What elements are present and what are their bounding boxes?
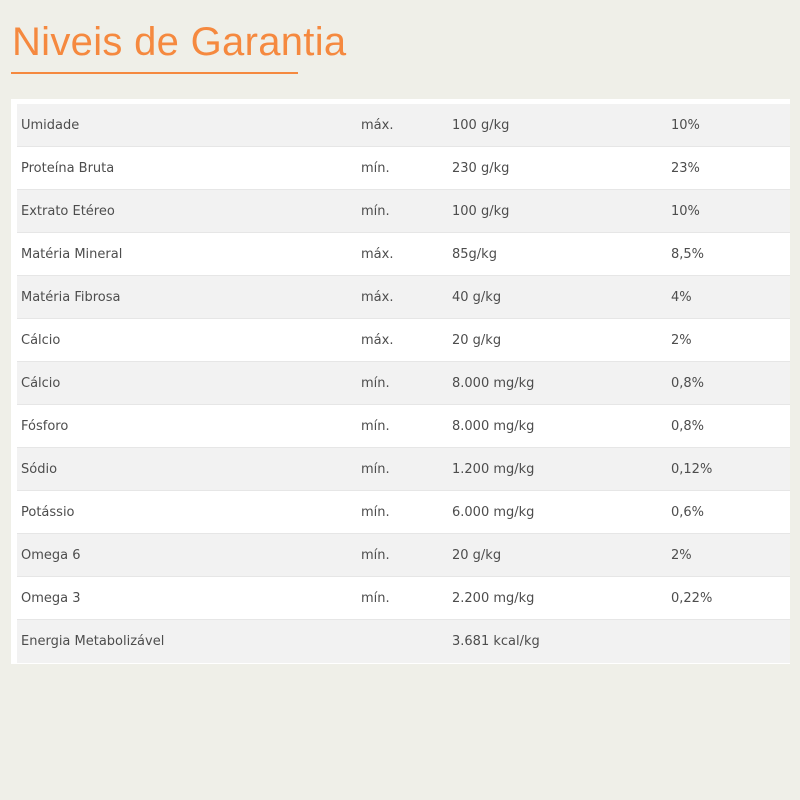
title-underline — [11, 72, 298, 74]
nutrient-amount: 100 g/kg — [452, 203, 510, 219]
table-row — [17, 405, 790, 448]
nutrient-name: Cálcio — [21, 375, 61, 391]
table-row — [17, 620, 790, 663]
nutrient-amount: 8.000 mg/kg — [452, 375, 535, 391]
nutrient-amount: 1.200 mg/kg — [452, 461, 535, 477]
nutrient-amount: 2.200 mg/kg — [452, 590, 535, 606]
nutrient-name: Potássio — [21, 504, 75, 520]
nutrient-name: Cálcio — [21, 332, 61, 348]
nutrient-amount: 20 g/kg — [452, 332, 502, 348]
nutrient-name: Fósforo — [21, 418, 69, 434]
nutrient-qualifier: mín. — [361, 590, 390, 606]
nutrient-percent: 0,8% — [671, 375, 705, 391]
nutrient-percent: 0,22% — [671, 590, 713, 606]
table-row — [17, 276, 790, 319]
nutrient-percent: 2% — [671, 332, 692, 348]
nutrient-qualifier: mín. — [361, 418, 390, 434]
nutrient-qualifier: mín. — [361, 547, 390, 563]
nutrient-percent: 10% — [671, 203, 700, 219]
nutrient-amount: 230 g/kg — [452, 160, 510, 176]
table-row — [17, 448, 790, 491]
nutrient-name: Umidade — [21, 117, 80, 133]
nutrient-qualifier: máx. — [361, 289, 394, 305]
nutrient-qualifier: máx. — [361, 246, 394, 262]
table-row — [17, 491, 790, 534]
table-row — [17, 233, 790, 276]
table-row — [17, 190, 790, 233]
nutrient-qualifier: mín. — [361, 203, 390, 219]
guarantee-levels-table — [11, 99, 790, 664]
nutrient-percent: 23% — [671, 160, 700, 176]
nutrient-amount: 85g/kg — [452, 246, 497, 262]
nutrient-percent: 0,12% — [671, 461, 713, 477]
nutrient-name: Ômega 6 — [21, 547, 81, 563]
page-title: Niveis de Garantia — [12, 20, 347, 64]
nutrient-name: Ômega 3 — [21, 590, 81, 606]
nutrient-qualifier: máx. — [361, 117, 394, 133]
nutrient-amount: 20 g/kg — [452, 547, 502, 563]
table-row — [17, 362, 790, 405]
nutrient-percent: 2% — [671, 547, 692, 563]
table-row — [17, 534, 790, 577]
nutrient-name: Extrato Etéreo — [21, 203, 115, 219]
nutrient-qualifier: mín. — [361, 461, 390, 477]
nutrient-qualifier: mín. — [361, 160, 390, 176]
nutrient-percent: 4% — [671, 289, 692, 305]
table-row — [17, 104, 790, 147]
table-row — [17, 577, 790, 620]
nutrient-amount: 40 g/kg — [452, 289, 502, 305]
table-row — [17, 319, 790, 362]
nutrient-percent: 10% — [671, 117, 700, 133]
nutrient-name: Sódio — [21, 461, 58, 477]
nutrient-percent: 8,5% — [671, 246, 705, 262]
nutrient-percent: 0,8% — [671, 418, 705, 434]
nutrient-amount: 3.681 kcal/kg — [452, 634, 540, 649]
nutrient-name: Matéria Mineral — [21, 246, 123, 262]
nutrient-amount: 100 g/kg — [452, 117, 510, 133]
nutrient-qualifier: máx. — [361, 332, 394, 348]
nutrient-name: Matéria Fibrosa — [21, 289, 121, 305]
table-row — [17, 147, 790, 190]
nutrient-qualifier: mín. — [361, 375, 390, 391]
nutrient-name: Energia Metabolizável — [21, 634, 165, 649]
nutrient-amount: 8.000 mg/kg — [452, 418, 535, 434]
nutrient-percent: 0,6% — [671, 504, 705, 520]
nutrient-name: Proteína Bruta — [21, 160, 115, 176]
nutrient-amount: 6.000 mg/kg — [452, 504, 535, 520]
nutrient-qualifier: mín. — [361, 504, 390, 520]
